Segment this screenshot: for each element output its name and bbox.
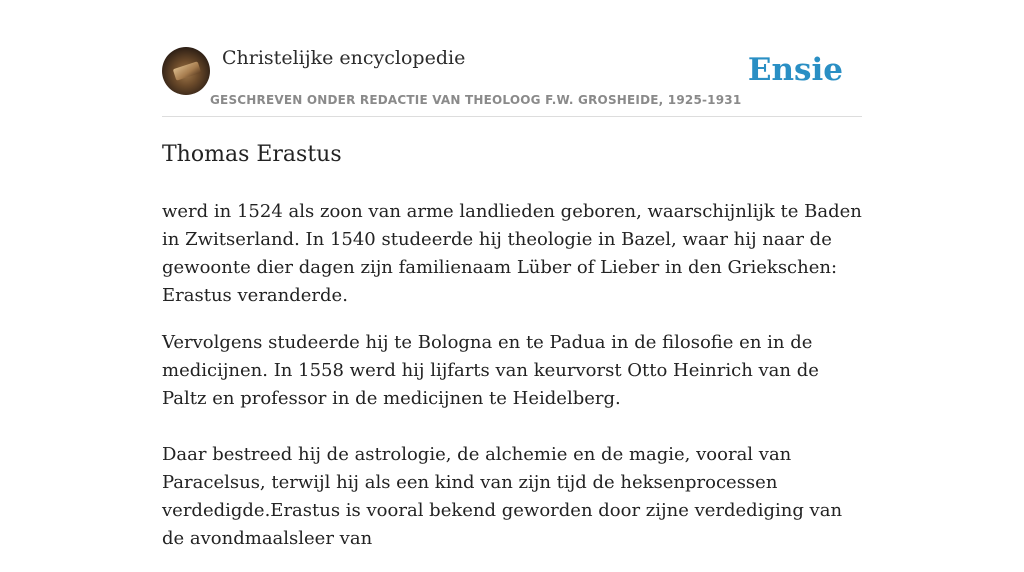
avatar[interactable] xyxy=(162,47,210,95)
article xyxy=(162,136,862,572)
article-paragraph: Daar bestreed hij de astrologie, de alchemie en de magie, vooral van Paracelsus, terwijl hij als een kind van zijn tijd de heksenprocessen verdedigde.Erastus is vooral bekend geworden door zijne verdediging van de avondmaalsleer van xyxy=(162,444,843,549)
article-paragraph: werd in 1524 als zoon van arme landlieden geboren, waarschijnlijk te Baden in Zwitserland. In 1540 studeerde hij theologie in Bazel, waar hij naar de gewoonte dier dagen zijn familienaam Lüber of Lieber in den Griekschen: Erastus veranderde. xyxy=(162,201,862,306)
brand-logo-link[interactable]: Ensie xyxy=(747,52,843,88)
book-icon xyxy=(173,61,201,80)
article-title: Thomas Erastus xyxy=(162,142,342,167)
site-title[interactable]: Christelijke encyclopedie xyxy=(222,47,466,69)
site-subtitle: GESCHREVEN ONDER REDACTIE VAN THEOLOOG F.W. GROSHEIDE, 1925-1931 xyxy=(210,93,742,107)
article-paragraph: Vervolgens studeerde hij te Bologna en te Padua in de filosofie en in de medicijnen. In 1558 werd hij lijfarts van keurvorst Otto Heinrich van de Paltz en professor in de medicijnen te Heidelberg. xyxy=(162,332,819,409)
site-header xyxy=(162,46,862,117)
